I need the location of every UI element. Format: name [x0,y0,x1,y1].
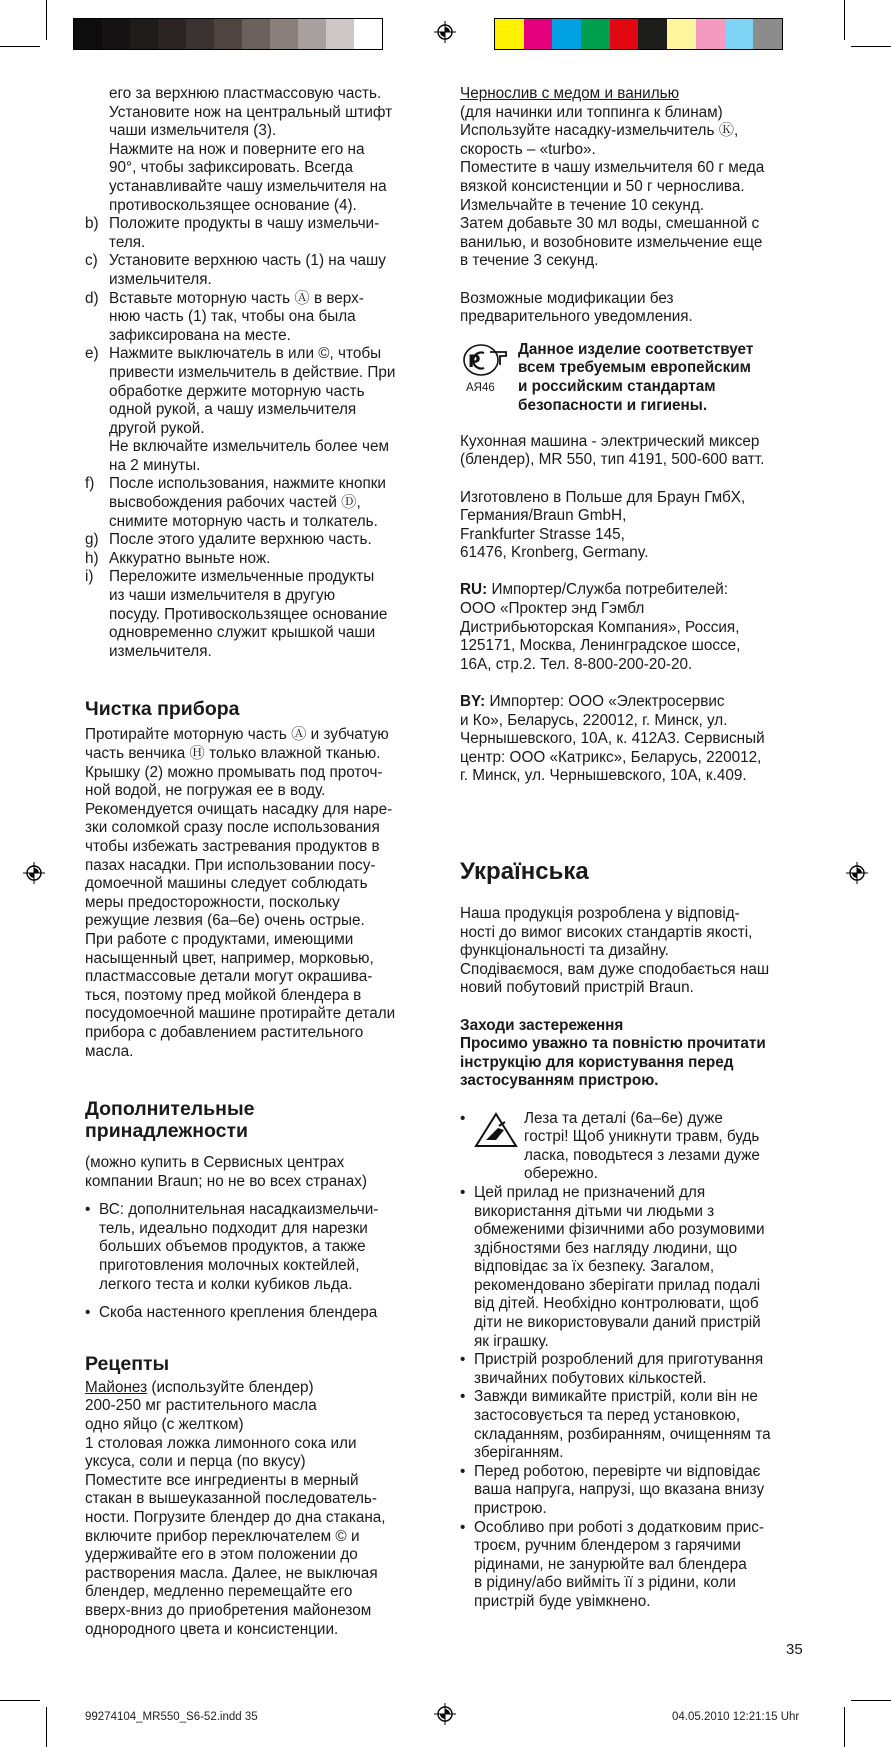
gray-swatch [298,19,326,49]
crop-mark [851,1700,891,1701]
text-line: стакан в вышеуказанной последователь- [85,1490,377,1508]
ru-line: Импортер/Служба потребителей: [487,581,729,599]
text-line: чтобы избежать застревания продуктов в [85,837,380,855]
text-line: застосуванням пристрою. [460,1072,659,1090]
text-line: и российским стандартам [518,377,716,395]
text-line: Германия/Braun GmbH, [460,507,627,525]
certification-block [460,341,820,419]
text-line: Нажмите на нож и поверните его на [109,140,365,158]
crop-mark [46,1707,47,1747]
svg-text:P: P [468,351,481,372]
text-line: часть венчика Ⓗ только влажной тканью. [85,745,381,762]
accessory-item [85,1201,435,1294]
step-text: посуду. Противоскользящее основание [109,605,388,623]
bullet: • [460,1183,466,1201]
bullet: • [460,1462,466,1480]
text-line: всем требуемым европейским [518,359,751,377]
text-line: уксуса, соли и перца (по вкусу) [85,1453,306,1471]
step-item [85,475,435,531]
step-letter: f) [85,475,95,493]
step-item [85,290,435,346]
bullet: • [460,1109,466,1127]
text-line: гострі! Щоб уникнути травм, будь [524,1128,760,1146]
text-line: 61476, Kronberg, Germany. [460,544,649,562]
safety-text: Пристрій розроблений для приготування [474,1351,764,1369]
text-line: его за верхнюю пластмассовую часть. [109,85,382,102]
text-line: Данное изделие соответствует [518,340,754,358]
text-line: При работе с продуктами, имеющими [85,930,354,948]
ru-label: RU: [460,581,488,599]
ukrainian-blade-warning [460,1110,820,1184]
step-item [85,252,435,289]
registration-mark-icon [846,862,868,884]
footer-file-info: 99274104_MR550_S6-52.indd 35 [85,1711,258,1723]
text-line: (блендер), MR 550, тип 4191, 500-600 ватт. [460,451,765,469]
gray-swatch [270,19,298,49]
text-line: ності до вимог високих стандартів якості, [460,923,753,941]
step-letter: g) [85,531,99,549]
safety-item [460,1184,820,1351]
step-item [85,345,435,475]
step-text: После этого удалите верхнюю часть. [109,531,372,549]
text-line: 16А, стр.2. Тел. 8-800-200-20-20. [460,655,693,673]
right-column [460,85,820,1612]
safety-text: від дітей. Необхідно контролювати, щоб [474,1295,759,1313]
gray-swatch [214,19,242,49]
safety-text: обмеженими фізичними або розумовими [474,1221,765,1239]
gost-certification-icon [460,343,510,379]
safety-text: пристрій буде увімкнено. [474,1592,651,1610]
text-line: інструкцію для користування перед [460,1053,734,1071]
text-line: безопасности и гигиены. [518,396,708,414]
color-bar [494,18,783,50]
machine-description [460,433,820,470]
safety-item [460,1463,820,1519]
ru-importer [460,600,820,674]
text-line: функціональності та дизайну. [460,942,669,960]
safety-text: здібностями без нагляду людини, що [474,1239,738,1257]
crop-mark [46,0,47,40]
text-line: Frankfurter Strasse 145, [460,525,625,543]
text-line: Возможные модификации без [460,289,674,307]
color-swatch [610,19,639,49]
step-letter: b) [85,215,99,233]
step-text: Переложите измельченные продукты [109,568,375,586]
accessory-text: больших объемов продуктов, а также [99,1238,366,1256]
crop-mark [851,46,891,47]
ukrainian-safety-list [460,1184,820,1612]
color-swatch [667,19,696,49]
left-column [85,85,435,1639]
safety-text: Цей прилад не призначений для [474,1183,706,1201]
safety-item [460,1351,820,1388]
text-line: устанавливайте чашу измельчителя на [109,177,387,195]
text-line: Леза та деталі (6а–6е) дуже [524,1109,723,1127]
cleaning-heading: Чистка прибора [85,698,240,721]
step-text: из чаши измельчителя в другую [109,587,336,605]
registration-mark-icon [434,21,456,43]
accessory-item [85,1304,435,1323]
text-line: ласка, поводьтеся з лезами дуже [524,1146,760,1164]
step-text: Положите продукты в чашу измельчи- [109,215,380,233]
text-line: зки соломкой сразу после использования [85,819,380,837]
text-line: Используйте насадку-измельчитель Ⓚ, [460,122,739,140]
text-line: Протирайте моторную часть Ⓐ и зубчатую [85,726,389,744]
text-line: противоскользящее основание (4). [109,196,357,214]
safety-text: як іграшку. [474,1332,549,1350]
text-line: блендер, медленно перемещайте его [85,1583,353,1601]
accessory-text: легкого теста и колки кубиков льда. [99,1275,353,1293]
safety-text: рідинами, не занурюйте вал блендера [474,1555,747,1573]
color-swatch [638,19,667,49]
text-line: домоечной машины следует соблюдать [85,875,368,893]
accessories-heading-line: принадлежности [85,1120,249,1143]
text-line: в течение 3 секунд. [460,252,599,270]
gray-swatch [102,19,130,49]
safety-item [460,1519,820,1612]
by-label: BY: [460,693,486,711]
text-line: одно яйцо (с желтком) [85,1416,244,1434]
accessory-text: приготовления молочных коктейлей, [99,1257,360,1275]
step-item [85,215,435,252]
text-line: ООО «Проктер энд Гэмбл [460,600,645,618]
step-text: измельчителя. [109,270,212,288]
accessories-list [85,1201,435,1323]
gray-swatch [74,19,102,49]
crop-mark [0,1700,40,1701]
text-line: пазах насадки. При использовании посу- [85,856,376,874]
text-line: Крышку (2) можно промывать под проточ- [85,763,383,781]
step-text: измельчителя. [109,642,212,660]
step-letter: d) [85,289,99,307]
step-text: После использования, нажмите кнопки [109,475,386,493]
by-line: Импортер: ООО «Электросервис [485,693,725,711]
recipe-note: (используйте блендер) [147,1378,314,1396]
text-line: Дистрибьюторская Компания», Россия, [460,618,740,636]
text-line: удерживайте его в этом положении до [85,1546,358,1564]
ukrainian-intro [460,905,820,998]
recipes-heading: Рецепты [85,1352,170,1375]
step-text: привести измельчитель в действие. При [109,363,396,381]
text-line: центр: ООО «Катрикс», Беларусь, 220012, [460,748,762,766]
text-line: 1 столовая ложка лимонного сока или [85,1434,357,1452]
text-line: Чернышевского, 10А, к. 412А3. Сервисный [460,730,765,748]
text-line: меры предосторожности, поскольку [85,893,340,911]
by-importer [460,712,820,786]
step-item [85,568,435,661]
footer-timestamp: 04.05.2010 12:21:15 Uhr [672,1711,800,1723]
text-line: Поместите в чашу измельчителя 60 г меда [460,159,765,177]
text-line: чаши измельчителя (3). [109,122,277,140]
mayonnaise-text [85,1397,435,1639]
color-swatch [753,19,782,49]
sharp-blade-warning-icon [474,1112,518,1148]
text-line: Просимо уважно та повністю прочитати [460,1035,766,1053]
crop-mark [0,46,40,47]
gray-swatch [186,19,214,49]
text-line: насыщенный цвет, например, морковью, [85,949,374,967]
text-line: растворения масла. Далее, не выключая [85,1564,378,1582]
text-line: вверх-вниз до приобретения майонезом [85,1601,372,1619]
prune-recipe-text [460,104,820,271]
text-line: ной водой, не погружая ее в воду. [85,782,326,800]
text-line: новий побутовий пристрій Braun. [460,979,694,997]
text-line: (можно купить в Сервисных центрах [85,1154,345,1172]
ukrainian-precautions-heading: Заходи застереження [460,1016,624,1034]
step-text: высвобождения рабочих частей Ⓓ, [109,494,361,512]
safety-text: звичайних побутових кількостей. [474,1369,707,1387]
bullet: • [460,1351,466,1369]
modifications-note [460,290,820,327]
accessories-heading [85,1098,435,1142]
step-text: Аккуратно выньте нож. [109,549,271,567]
text-line: однородного цвета и консистенции. [85,1620,339,1638]
safety-text: застосовується та перед установкою, [474,1407,741,1425]
ukrainian-section-heading: Українська [460,858,589,885]
text-line: режущие лезвия (6а–6е) очень острые. [85,912,365,930]
page-number: 35 [786,1641,803,1658]
text-line: 125171, Москва, Ленинградское шоссе, [460,637,741,655]
bullet: • [85,1304,91,1322]
step-letter: h) [85,549,99,567]
step-item [85,550,435,569]
step-text: обработке держите моторную часть [109,382,365,400]
accessories-intro [85,1154,435,1191]
text-line: компании Braun; но не во всех странах) [85,1172,367,1190]
safety-text: Перед роботою, перевірте чи відповідає [474,1462,761,1480]
text-line: скорость – «turbo». [460,140,596,158]
text-line: Наша продукція розроблена у відповід- [460,905,740,922]
step-text: нюю часть (1) так, чтобы она была [109,308,356,326]
safety-text: Завжди вимикайте пристрій, коли він не [474,1388,758,1406]
accessory-text: тель, идеально подходит для нарезки [99,1219,368,1237]
color-swatch [495,19,524,49]
registration-mark-icon [23,862,45,884]
step-item [85,531,435,550]
bullet: • [460,1388,466,1406]
text-line: ванилью, и возобновите измельчение еще [460,233,763,251]
text-line: Поместите все ингредиенты в мерный [85,1471,359,1489]
text-line: обережно. [524,1165,598,1183]
gray-scale-bar [73,18,383,50]
step-list [85,215,435,661]
text-line: масла. [85,1042,134,1060]
text-line: предварительного уведомления. [460,308,693,326]
accessory-text: Скоба настенного крепления блендера [99,1304,378,1322]
text-line: Сподіваємося, вам дуже сподобається наш [460,960,770,978]
step-text: одной рукой, а чашу измельчителя [109,401,357,419]
safety-text: складанням, розбиранням, очищенням та [474,1425,771,1443]
certification-code: АЯ46 [466,381,495,394]
safety-text: використання дітьми чи людьми з [474,1202,715,1220]
text-line: г. Минск, ул. Чернышевского, 10А, к.409. [460,767,747,785]
step-text: теля. [109,233,146,251]
mayonnaise-title [85,1379,435,1398]
text-line: 200-250 мг растительного масла [85,1397,317,1415]
text-line: прибора с добавлением растительного [85,1023,364,1041]
text-line: включите прибор переключателем © и [85,1527,360,1545]
gray-swatch [354,19,382,49]
safety-text: Особливо при роботі з додатковим прис- [474,1518,765,1536]
certification-text [518,341,753,415]
safety-text: відповідає за їх безпеку. Загалом, [474,1258,715,1276]
text-line: ности. Погрузите блендер до дна стакана, [85,1509,386,1526]
color-swatch [552,19,581,49]
color-swatch [725,19,754,49]
text-line: ться, поэтому пред мойкой блендера в [85,986,362,1004]
step-text: снимите моторную часть и толкатель. [109,512,378,530]
bullet: • [85,1201,91,1219]
safety-item [460,1388,820,1462]
step-text: Вставьте моторную часть Ⓐ в верх- [109,289,364,307]
registration-mark-icon [434,1703,456,1725]
prune-recipe-title: Чернослив с медом и ванилью [460,85,680,102]
text-line: Установите нож на центральный штифт [109,103,393,121]
gray-swatch [130,19,158,49]
safety-text: зберіганням. [474,1444,564,1462]
step-text: Установите верхнюю часть (1) на чашу [109,252,386,270]
bullet: • [460,1518,466,1536]
step-text: другой рукой. [109,419,205,437]
safety-text: в рідину/або вийміть її з рідини, коли [474,1574,736,1592]
ru-importer-first [460,581,820,600]
step-letter: e) [85,345,99,363]
crop-mark [844,1707,845,1747]
text-line: пластмассовые детали могут окрашива- [85,968,373,986]
color-swatch [581,19,610,49]
safety-text: діти не використовували даний пристрій [474,1314,761,1332]
recipe-name: Майонез [85,1378,148,1396]
by-importer-first [460,693,820,712]
safety-text: пристрою. [474,1500,547,1517]
color-swatch [524,19,553,49]
step-text: одновременно служит крышкой чаши [109,624,376,642]
accessories-heading-line: Дополнительные [85,1098,255,1121]
manufacturer-info [460,489,820,563]
gray-swatch [158,19,186,49]
gray-swatch [326,19,354,49]
step-text: на 2 минуты. [109,456,201,474]
cleaning-text [85,726,435,1061]
text-line: Рекомендуется очищать насадку для наре- [85,800,393,818]
safety-text: ваша напруга, напрузі, що вказана внизу [474,1481,765,1499]
text-line: Изготовлено в Польше для Браун ГмбХ, [460,488,746,506]
text-line: (для начинки или топпинга к блинам) [460,103,723,121]
color-swatch [696,19,725,49]
crop-mark [844,0,845,40]
text-line: Затем добавьте 30 мл воды, смешанной с [460,215,760,233]
text-line: вязкой консистенции и 50 г чернослива. [460,177,745,195]
text-line: и Ко», Беларусь, 220012, г. Минск, ул. [460,711,728,729]
accessory-text: ВС: дополнительная насадкаизмельчи- [99,1201,379,1219]
text-line: 90°, чтобы зафиксировать. Всегда [109,159,353,177]
step-text: Не включайте измельчитель более чем [109,438,390,456]
step-letter: i) [85,568,94,586]
gray-swatch [242,19,270,49]
step-letter: c) [85,252,98,270]
step-text: Нажмите выключатель в или ©, чтобы [109,345,382,363]
ukrainian-precautions-bold [460,1035,820,1091]
step-a-continuation [85,85,435,215]
text-line: Измельчайте в течение 10 секунд. [460,196,705,214]
text-line: посудомоечной машине протирайте детали [85,1005,396,1023]
text-line: Кухонная машина - электрический миксер [460,432,760,450]
safety-text: троєм, ручним блендером з гарячими [474,1537,741,1555]
step-text: зафиксирована на месте. [109,326,291,344]
safety-text: рекомендовано зберігати прилад подалі [474,1276,761,1294]
